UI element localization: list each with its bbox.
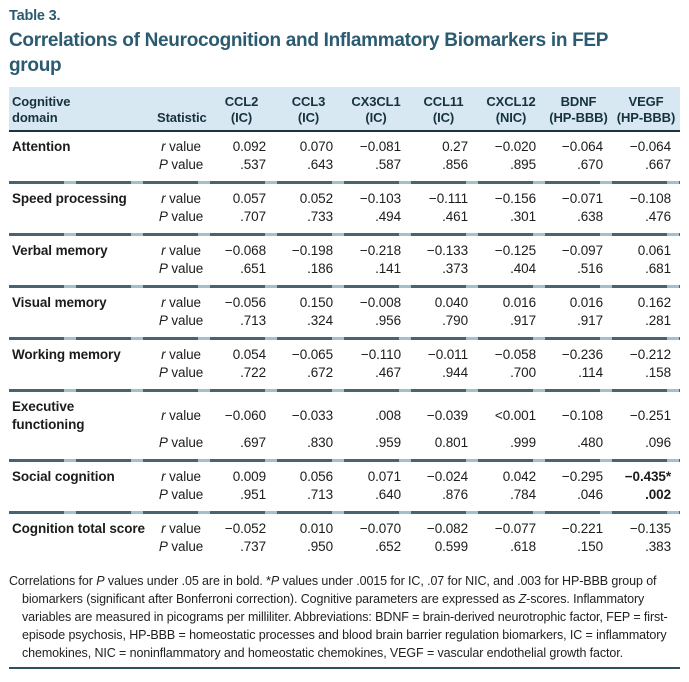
r-value-cell: −0.058 (494, 347, 536, 363)
domain-cell-empty (9, 260, 154, 285)
r-value-cell: .008 (375, 408, 401, 424)
r-value-cell: −0.064 (561, 139, 603, 155)
p-value-cell: .830 (307, 435, 333, 451)
r-value-row (9, 392, 680, 434)
p-value-cell: .956 (375, 313, 401, 329)
r-value-cell: −0.133 (426, 243, 468, 259)
p-value-cell: .713 (240, 313, 266, 329)
r-value-row (9, 236, 680, 260)
column-header-ccl3: CCL3 (IC) (275, 87, 342, 131)
footnote-text-segment: -scores. Inflammatory variables are measured in picograms per milliliter. Abbreviations: BDNF = brain-derived neurotrophic factor, FEP = first-episode psychosis, HP-BBB = homeostatic processes and blood brain barrier regulation biomarkers, IC = inflammatory chemokines, NIC = noninflammatory and homeostatic chemokines, VEGF = vascular endothelial growth factor. (22, 592, 668, 661)
p-value-cell: .737 (240, 539, 266, 555)
r-value-cell: −0.011 (427, 347, 468, 363)
p-value-cell: .324 (307, 313, 333, 329)
p-value-cell: .002 (645, 487, 671, 503)
p-value-row (9, 312, 680, 337)
p-value-cell: .672 (307, 365, 333, 381)
r-value-cell: −0.295 (561, 469, 603, 485)
p-value-cell: .537 (240, 157, 266, 173)
p-value-cell: .784 (510, 487, 536, 503)
stat-label-cell: P value (158, 487, 204, 503)
r-value-cell: −0.435* (624, 469, 671, 485)
r-value-cell: −0.221 (561, 521, 603, 537)
footnote-text-segment: values under .0015 for IC, .07 for NIC, and .003 for HP-BBB group of biomarkers (significant after Bonferroni correction). Cognitive parameters are expressed as (22, 574, 657, 607)
r-value-row (9, 462, 680, 486)
domain-cell: Executive functioning (12, 399, 85, 433)
p-value-cell: .667 (645, 157, 671, 173)
table-number-label: Table 3. (9, 8, 61, 24)
stat-label-cell: P value (158, 261, 204, 277)
r-value-cell: −0.212 (629, 347, 671, 363)
footnote-text-segment: values under .05 are in bold. * (104, 574, 271, 589)
p-value-cell: .587 (375, 157, 401, 173)
r-value-cell: −0.071 (561, 191, 603, 207)
r-value-cell: −0.081 (359, 139, 401, 155)
p-value-cell: .461 (442, 209, 468, 225)
p-value-cell: .999 (510, 435, 536, 451)
p-value-row (9, 486, 680, 511)
r-value-cell: −0.111 (428, 191, 468, 207)
p-value-cell: .733 (307, 209, 333, 225)
p-value-cell: .681 (645, 261, 671, 277)
p-value-cell: .186 (307, 261, 333, 277)
r-value-cell: −0.020 (494, 139, 536, 155)
column-header-cx3cl1: CX3CL1 (IC) (342, 87, 410, 131)
r-value-cell: 0.162 (637, 295, 671, 311)
p-value-cell: .640 (375, 487, 401, 503)
p-value-cell: .697 (240, 435, 266, 451)
domain-cell-empty (9, 364, 154, 389)
column-header-cognitive: Cognitive domain (9, 87, 154, 131)
p-value-cell: .670 (577, 157, 603, 173)
domain-cell-empty (9, 486, 154, 511)
r-value-cell: 0.057 (232, 191, 266, 207)
p-value-cell: .713 (307, 487, 333, 503)
r-value-row (9, 131, 680, 156)
r-value-cell: −0.056 (224, 295, 266, 311)
stat-label-cell: r value (161, 469, 201, 485)
column-header-statistic: Statistic (154, 87, 208, 131)
domain-cell: Visual memory (12, 295, 107, 311)
p-value-cell: .114 (578, 365, 603, 381)
domain-cell-empty (9, 156, 154, 181)
p-value-cell: .301 (510, 209, 536, 225)
p-value-row (9, 364, 680, 389)
stat-label-cell: P value (158, 435, 204, 451)
domain-cell-empty (9, 312, 154, 337)
stat-label-cell: r value (161, 243, 201, 259)
column-header-ccl2: CCL2 (IC) (208, 87, 275, 131)
p-value-cell: .856 (442, 157, 468, 173)
r-value-row (9, 184, 680, 208)
r-value-cell: −0.108 (629, 191, 671, 207)
bottom-rule (9, 667, 680, 669)
column-header-cxcl12: CXCL12 (NIC) (477, 87, 545, 131)
r-value-cell: −0.068 (224, 243, 266, 259)
stat-label-cell: r value (161, 408, 201, 424)
r-value-cell: 0.054 (232, 347, 266, 363)
p-value-cell: .383 (645, 539, 671, 555)
p-value-cell: .373 (442, 261, 468, 277)
p-value-row (9, 156, 680, 181)
p-value-cell: .281 (645, 313, 671, 329)
stat-label-cell: P value (158, 365, 204, 381)
footnote-text-segment: Z (518, 592, 527, 607)
r-value-cell: −0.125 (494, 243, 536, 259)
r-value-cell: −0.052 (224, 521, 266, 537)
r-value-cell: 0.061 (637, 243, 671, 259)
p-value-cell: .700 (510, 365, 536, 381)
p-value-cell: .707 (240, 209, 266, 225)
p-value-cell: .643 (307, 157, 333, 173)
stat-label-cell: P value (158, 209, 204, 225)
header-row (9, 87, 680, 131)
r-value-cell: −0.008 (359, 295, 401, 311)
r-value-cell: −0.097 (561, 243, 603, 259)
stat-label-cell: r value (161, 295, 201, 311)
r-value-cell: 0.040 (434, 295, 468, 311)
r-value-cell: −0.198 (291, 243, 333, 259)
p-value-cell: .480 (577, 435, 603, 451)
stat-label-cell: r value (161, 521, 201, 537)
r-value-cell: −0.082 (426, 521, 468, 537)
column-header-ccl11: CCL11 (IC) (410, 87, 477, 131)
r-value-cell: −0.039 (426, 408, 468, 424)
r-value-row (9, 514, 680, 538)
p-value-cell: .158 (645, 365, 671, 381)
r-value-cell: −0.135 (629, 521, 671, 537)
domain-cell-empty (9, 538, 154, 563)
p-value-cell: .790 (442, 313, 468, 329)
r-value-cell: −0.251 (629, 408, 671, 424)
r-value-cell: 0.070 (299, 139, 333, 155)
r-value-cell: 0.092 (232, 139, 266, 155)
p-value-cell: .876 (442, 487, 468, 503)
stat-label-cell: P value (158, 313, 204, 329)
r-value-cell: −0.156 (494, 191, 536, 207)
p-value-cell: .950 (307, 539, 333, 555)
r-value-cell: 0.016 (569, 295, 603, 311)
stat-label-cell: r value (161, 347, 201, 363)
r-value-cell: 0.042 (502, 469, 536, 485)
r-value-cell: 0.010 (299, 521, 333, 537)
r-value-cell: −0.108 (561, 408, 603, 424)
r-value-cell: −0.070 (359, 521, 401, 537)
domain-cell: Cognition total score (12, 521, 145, 537)
table-header (9, 87, 680, 131)
r-value-row (9, 340, 680, 364)
p-value-cell: .652 (375, 539, 401, 555)
r-value-cell: 0.27 (442, 139, 468, 155)
r-value-cell: −0.060 (224, 408, 266, 424)
column-header-vegf: VEGF (HP-BBB) (612, 87, 680, 131)
p-value-cell: .917 (577, 313, 603, 329)
stat-label-cell: P value (158, 539, 204, 555)
p-value-cell: .141 (375, 261, 401, 277)
r-value-cell: 0.052 (299, 191, 333, 207)
p-value-cell: .150 (577, 539, 603, 555)
column-header-bdnf: BDNF (HP-BBB) (545, 87, 612, 131)
domain-cell: Social cognition (12, 469, 115, 485)
domain-cell-empty (9, 434, 154, 459)
p-value-row (9, 208, 680, 233)
table-title: Correlations of Neurocognition and Inflammatory Biomarkers in FEP group (9, 30, 608, 76)
stat-label-cell: P value (158, 157, 204, 173)
p-value-cell: .944 (442, 365, 468, 381)
table-body (9, 131, 680, 563)
r-value-cell: −0.103 (359, 191, 401, 207)
table-footnote (9, 572, 680, 662)
p-value-cell: .516 (577, 261, 603, 277)
r-value-cell: −0.033 (291, 408, 333, 424)
r-value-cell: −0.236 (561, 347, 603, 363)
r-value-cell: −0.065 (291, 347, 333, 363)
p-value-cell: .494 (375, 209, 401, 225)
r-value-cell: 0.150 (299, 295, 333, 311)
p-value-cell: 0.599 (434, 539, 468, 555)
p-value-cell: .618 (510, 539, 536, 555)
r-value-cell: −0.077 (494, 521, 536, 537)
r-value-cell: <0.001 (494, 408, 536, 424)
p-value-row (9, 434, 680, 459)
p-value-cell: .951 (240, 487, 266, 503)
p-value-cell: .046 (577, 487, 603, 503)
domain-cell: Attention (12, 139, 71, 155)
footnote-text-segment: Correlations for (9, 574, 97, 589)
domain-cell: Verbal memory (12, 243, 108, 259)
r-value-cell: 0.016 (502, 295, 536, 311)
r-value-cell: 0.056 (299, 469, 333, 485)
domain-cell: Speed processing (12, 191, 127, 207)
p-value-cell: .722 (240, 365, 266, 381)
domain-cell: Working memory (12, 347, 121, 363)
p-value-cell: 0.801 (434, 435, 468, 451)
p-value-cell: .096 (645, 435, 671, 451)
footnote-text-segment: P (96, 574, 105, 589)
p-value-row (9, 538, 680, 563)
r-value-row (9, 288, 680, 312)
p-value-cell: .404 (510, 261, 536, 277)
domain-cell-empty (9, 208, 154, 233)
p-value-row (9, 260, 680, 285)
p-value-cell: .895 (510, 157, 536, 173)
p-value-cell: .476 (645, 209, 671, 225)
stat-label-cell: r value (161, 191, 201, 207)
r-value-cell: −0.064 (629, 139, 671, 155)
p-value-cell: .638 (577, 209, 603, 225)
p-value-cell: .651 (240, 261, 266, 277)
p-value-cell: .959 (375, 435, 401, 451)
correlation-table (9, 87, 680, 563)
r-value-cell: −0.218 (359, 243, 401, 259)
r-value-cell: −0.024 (426, 469, 468, 485)
r-value-cell: −0.110 (360, 347, 401, 363)
footnote-text-segment: P (270, 574, 280, 589)
stat-label-cell: r value (161, 139, 201, 155)
r-value-cell: 0.071 (367, 469, 401, 485)
p-value-cell: .917 (510, 313, 536, 329)
p-value-cell: .467 (375, 365, 401, 381)
r-value-cell: 0.009 (232, 469, 266, 485)
